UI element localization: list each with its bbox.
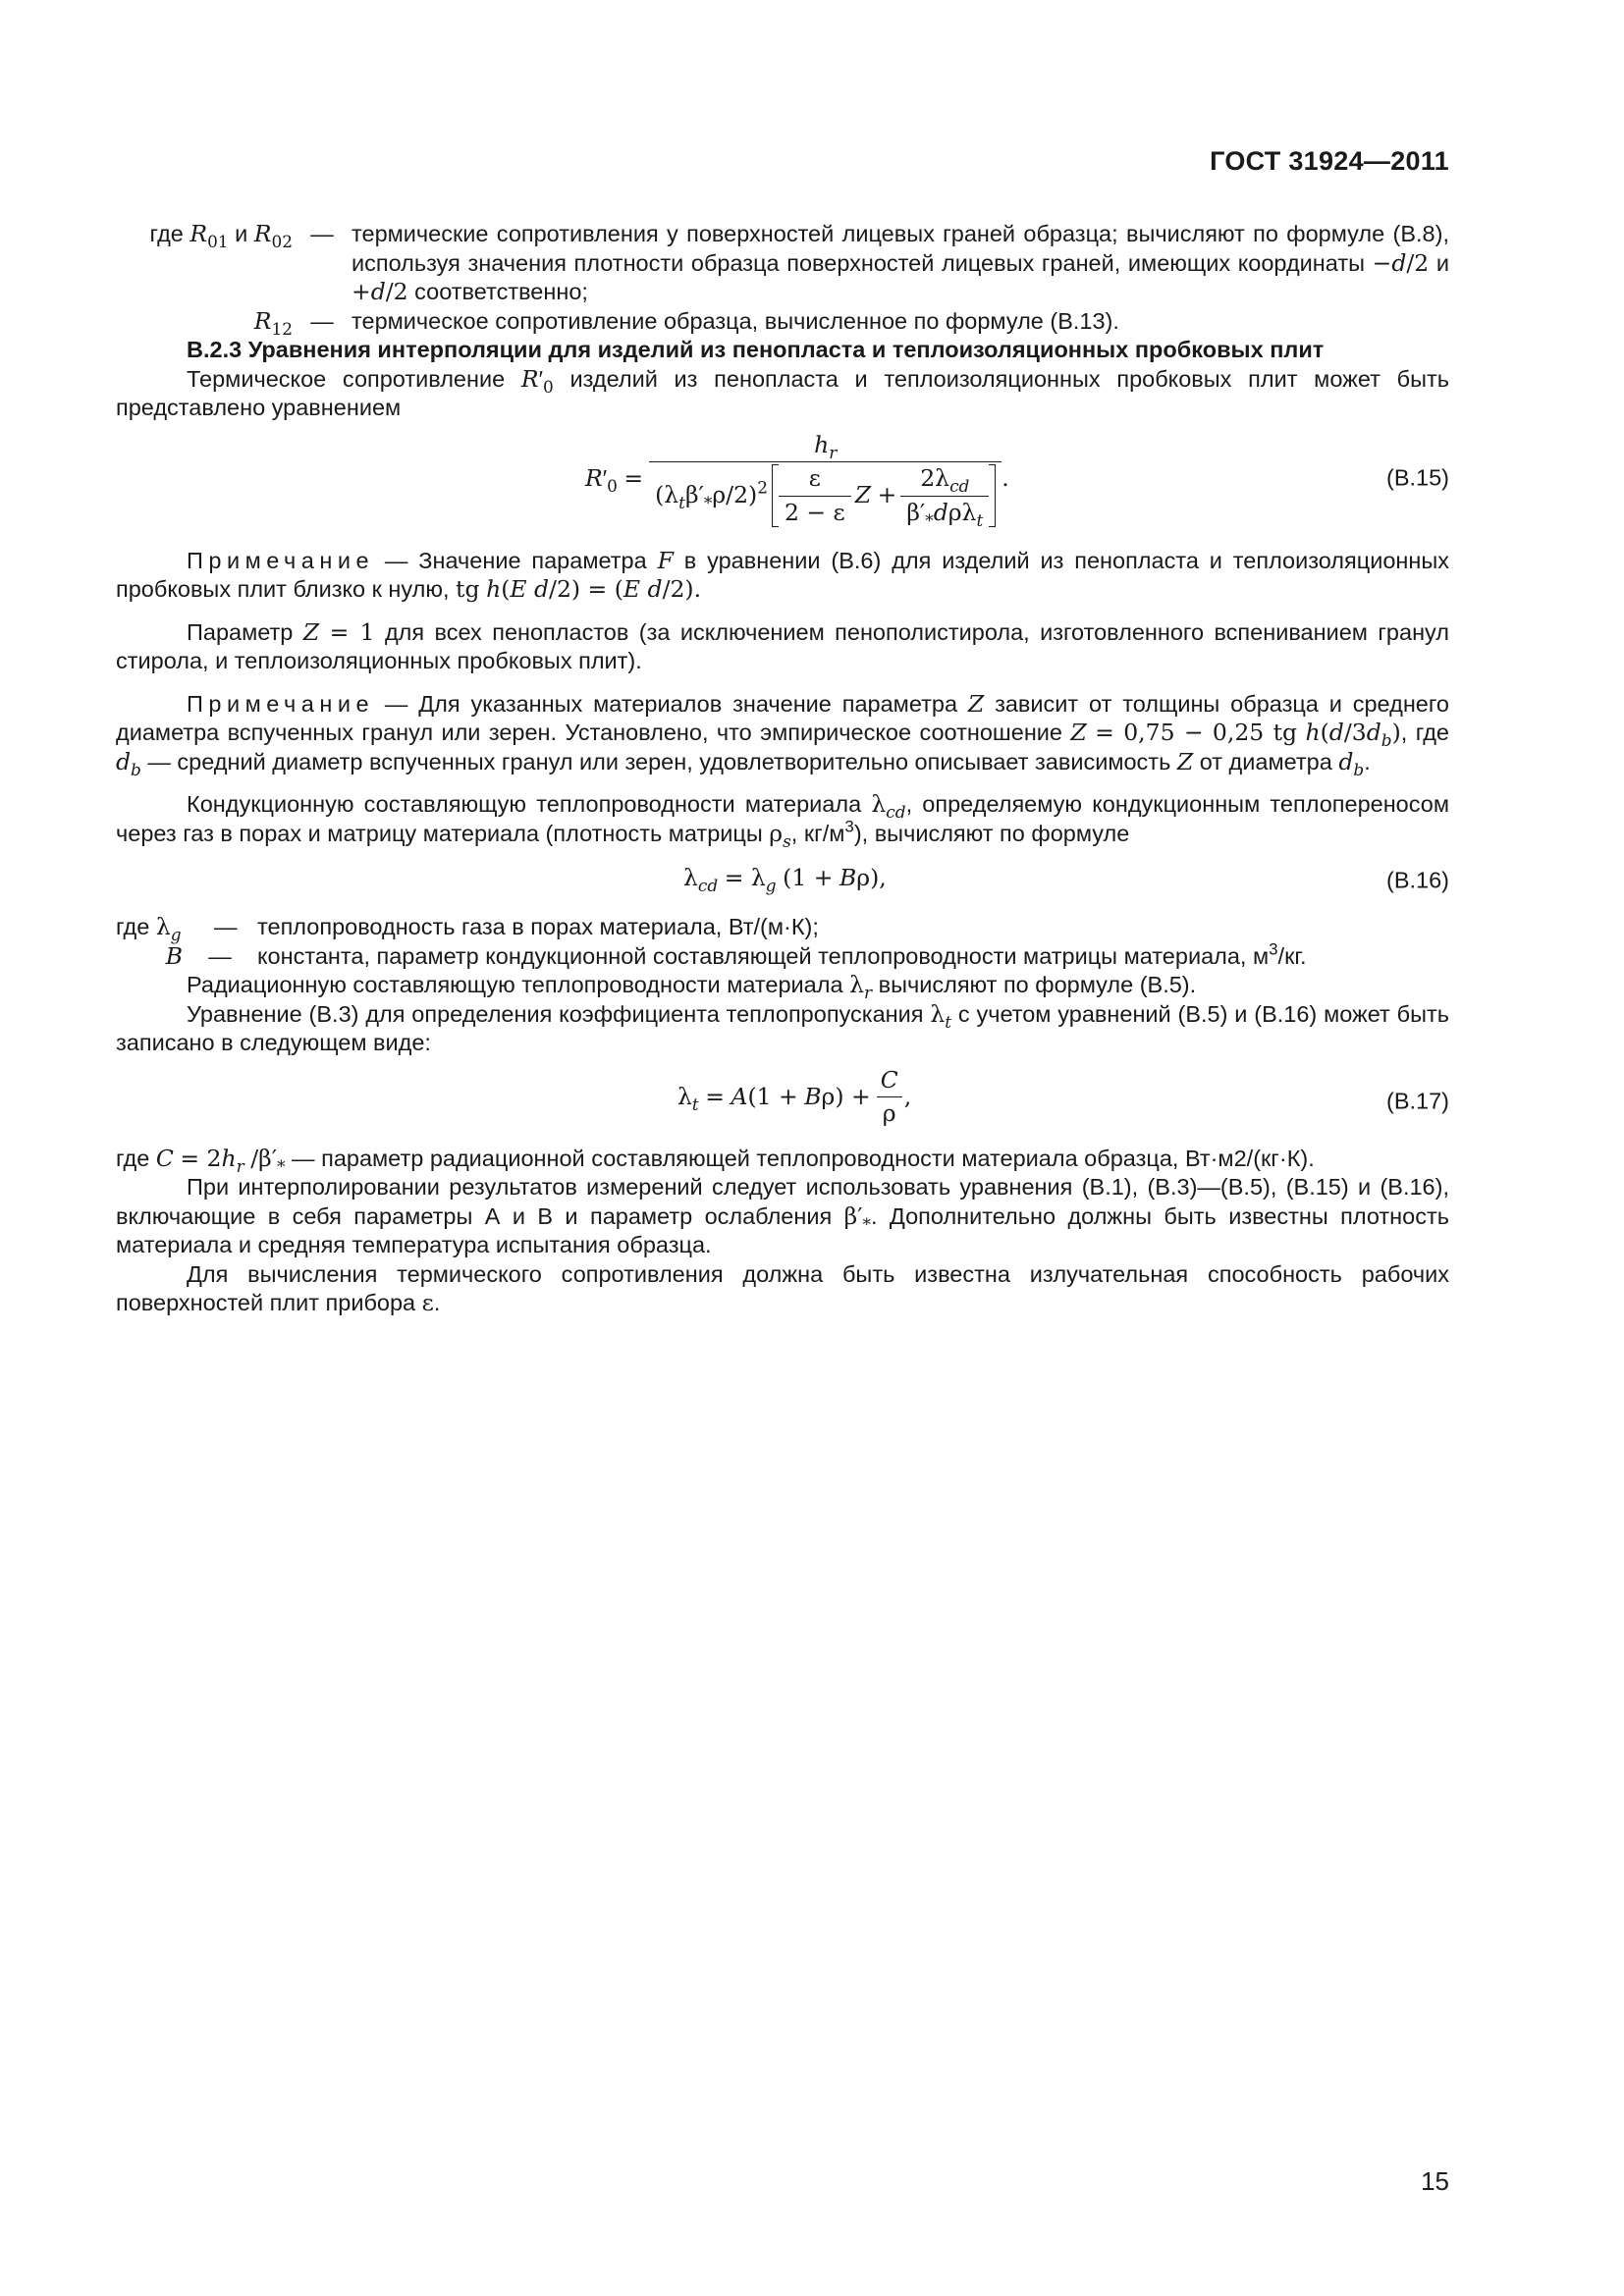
note-2 xyxy=(116,690,1449,777)
page-body xyxy=(116,220,1449,1318)
eq-mid: Z + xyxy=(854,481,897,509)
eq-tail: , xyxy=(903,1082,912,1110)
note-text: — Значение параметра F в уравнении (В.6) для изделий из пенопласта и теплоизоляционных пробковых плит близко к нулю, tg h(E d/2) = (E d/2). xyxy=(116,546,1450,603)
eq-inner-fraction-2 xyxy=(900,464,989,530)
definition-term: где $R_{01}$ и $R_{02}$ xyxy=(149,220,293,251)
definition-text: термическое сопротивление образца, вычисленное по формуле (В.13). xyxy=(352,307,1119,334)
page-number: 15 xyxy=(1421,2166,1449,2196)
definition-text: теплопроводность газа в порах материала, Вт/(м·К); xyxy=(257,914,819,939)
eq-lhs: $R'_0$ = xyxy=(585,464,644,496)
param-z-paragraph: Параметр Z = 1 для всех пенопластов (за исключением пенополистирола, изготовленного вспениванием гранул стирола, и теплоизоляционных пробковых плит). xyxy=(116,617,1449,673)
section-heading: В.2.3 Уравнения интерполяции для изделий из пенопласта и теплоизоляционных пробковых плит xyxy=(187,337,1325,362)
eq-lhs: $\lambda_t = A(1 + B\rho)$ + xyxy=(677,1082,871,1114)
eq-den-left: $(\lambda_t\beta'_*\rho/2)^2$ xyxy=(655,477,768,513)
definition-dash: — xyxy=(214,914,238,939)
definition-text: константа, параметр кондукционной составляющей теплопроводности матрицы материала, $м^3/кг$. xyxy=(257,939,1307,969)
eq-numerator: C xyxy=(880,1065,898,1094)
interpolation-paragraph: При интерполировании результатов измерений следует использовать уравнения (В.1), (В.3)—(В.5), (В.15) и (В.16), включающие в себя параметры А и В и параметр ослабления $\beta'_*$. Дополнительно должны быть известны плотность материала и средняя температура испытания образца. xyxy=(116,1174,1449,1257)
section-intro: Термическое сопротивление $R'_0$ изделий из пенопласта и теплоизоляционных пробковых плит может быть представлено уравнением xyxy=(116,364,1449,420)
definition-dash: — xyxy=(310,221,334,246)
eq-numerator: $h_r$ xyxy=(814,430,838,462)
eq-inner1-den: 2 − ε xyxy=(779,496,851,528)
definition-dash: — xyxy=(208,942,232,969)
note-label: Примечание xyxy=(187,547,375,573)
radiation-paragraph: Радиационную составляющую теплопроводности материала $\lambda_r$ вычисляют по формуле (В.5). xyxy=(187,971,1197,1002)
eq-inner2-den: $\beta'_*d\rho\lambda_t$ xyxy=(900,496,989,528)
definition-item xyxy=(116,307,1449,337)
definition-term: где $\lambda_g$ xyxy=(116,913,182,944)
eq-main-fraction xyxy=(649,431,1001,528)
definition-text: термические сопротивления у поверхностей лицевых граней образца; вычисляют по формуле (В.8), используя значения плотности образца поверхностей лицевых граней, имеющих координаты −d/2 и +d/2 соответственно; xyxy=(352,221,1449,305)
eq-denominator xyxy=(649,461,1001,530)
definition-item xyxy=(116,913,1449,942)
equation-b15 xyxy=(116,423,1449,533)
conduction-paragraph: Кондукционную составляющую теплопроводности материала $\lambda_{cd}$, определяемую кондукционным теплопереносом через газ в порах и матрицу материала (плотность матрицы $\rho_s$, $кг/м^3$), вычисляют по формуле xyxy=(116,790,1449,851)
definition-item xyxy=(116,939,1449,972)
eq-tail: . xyxy=(1001,464,1009,492)
standard-header: ГОСТ 31924—2011 xyxy=(1210,146,1449,176)
definition-item xyxy=(116,220,1449,307)
definition-term: B xyxy=(165,941,183,970)
equation-number: (В.16) xyxy=(1386,867,1449,893)
equation-b17 xyxy=(116,1058,1449,1145)
definition-dash: — xyxy=(310,307,334,334)
eq-inner-fraction-1 xyxy=(779,464,851,527)
eq-inner1-num: ε xyxy=(808,464,821,492)
note-label: Примечание xyxy=(187,690,375,717)
equation-b16 xyxy=(116,848,1449,913)
equation-number: (В.17) xyxy=(1386,1087,1449,1113)
b3-paragraph: Уравнение (В.3) для определения коэффициента теплопропускания $\lambda_t$ с учетом уравнений (В.5) и (В.16) может быть записано в следующем виде: xyxy=(116,999,1450,1055)
equation-number: (В.15) xyxy=(1386,463,1449,490)
eq-fraction xyxy=(875,1066,904,1129)
eq-inner2-num: $2\lambda_{cd}$ xyxy=(920,464,970,496)
final-paragraph: Для вычисления термического сопротивления должна быть известна излучательная способность рабочих поверхностей плит прибора ε. xyxy=(116,1260,1449,1316)
note-text: — Для указанных материалов значение параметра Z зависит от толщины образца и среднего диаметра вспученных гранул или зерен. Установлено, что эмпирическое соотношение Z = 0,75 − 0,25 tg $h(d/3d_b)$, где $d_b$ — средний диаметр вспученных гранул или зерен, удовлетворительно описывает зависимость Z от диаметра $d_b$. xyxy=(116,689,1449,779)
note-1 xyxy=(116,547,1449,605)
definition-term: $R_{12}$ xyxy=(253,306,293,339)
eq-b16-body: $\lambda_{cd} = \lambda_g$ (1 + Bρ), xyxy=(683,864,887,895)
c-definition: где $C = 2h_r$ $/\beta'_*$ — параметр радиационной составляющей теплопроводности материала образца, Вт·м2/(кг·К). xyxy=(116,1144,1315,1176)
definition-list-2 xyxy=(116,913,1449,971)
definition-list-1 xyxy=(116,220,1449,339)
eq-bracket xyxy=(772,464,996,530)
eq-denominator: ρ xyxy=(877,1096,902,1129)
